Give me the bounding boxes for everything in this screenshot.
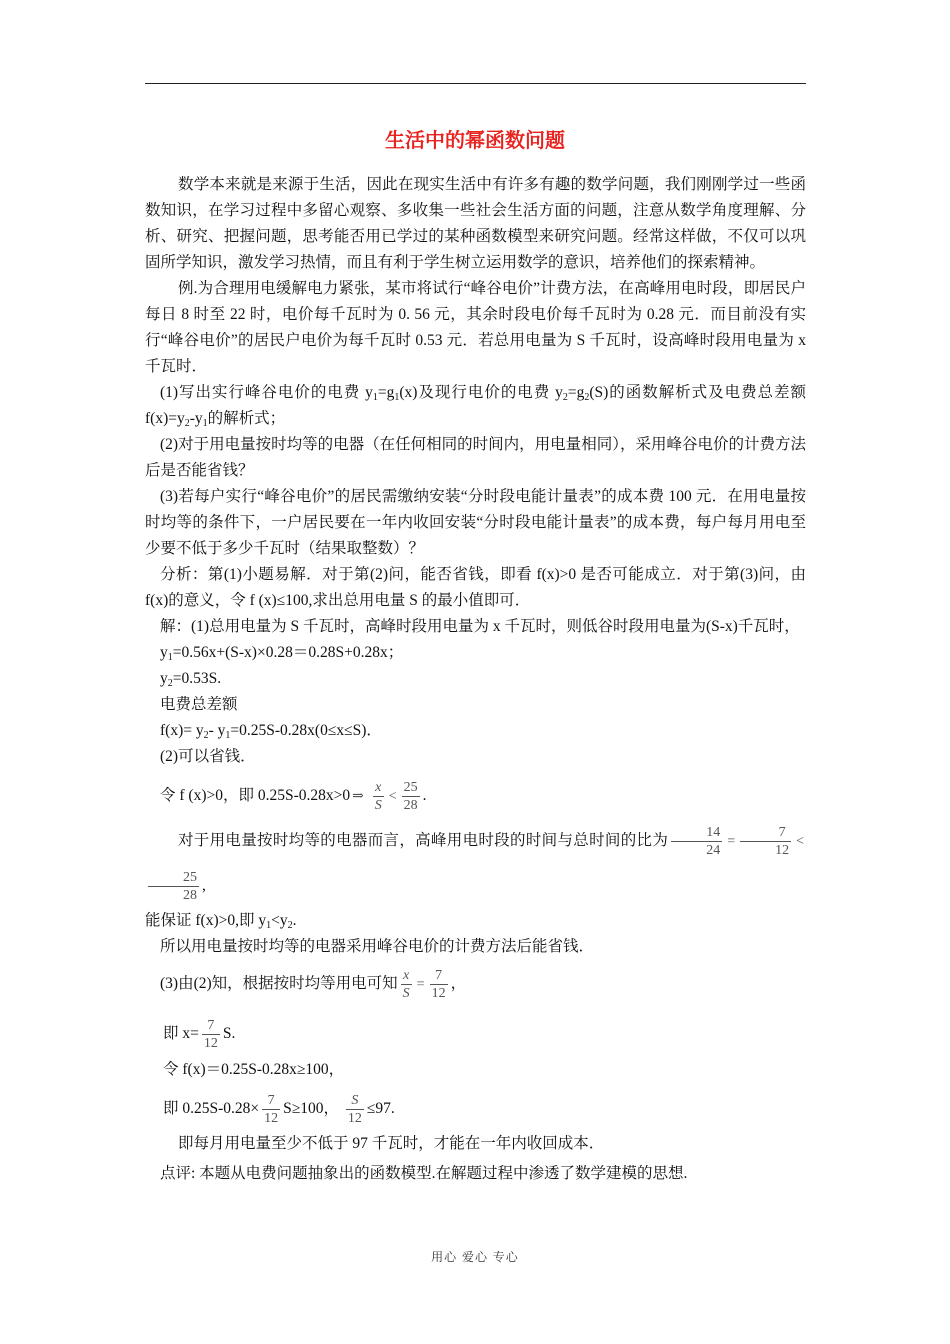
x-equals-line: 即 x= $\frac{7}{12}$ S. (163, 1017, 236, 1051)
question-1: (1)写出实行峰谷电价的电费 $y_1=g_1(x)$及现行电价的电费 $y_2=g_2(S)$的函数解析式及电费总差额 $f(x)=y_2-y_1$的解析式； (145, 384, 807, 429)
analysis-paragraph: 分析：第(1)小题易解．对于第(2)问，能否省钱，即看 f(x)>0 是否可能成立．对于第(3)问，由 f(x)的意义，令 f (x)≤100,求出总用电量 S 的最小值即可． (145, 566, 806, 609)
fraction-7-over-12: $\frac{7}{12}$ (740, 824, 791, 859)
so-line: 所以用电量按时均等的电器采用峰谷电价的计费方法后能省钱． (160, 938, 595, 955)
difference-label: 电费总差额 (160, 696, 238, 713)
header-rule (145, 83, 806, 84)
solution-part-3: (3)由(2)知，根据按时均等用电可知 $\frac{x}{S}$ = $\frac{7}{12}$ ， (160, 967, 467, 1001)
fraction-x-over-s: $\frac{x}{S}$ (374, 779, 382, 813)
fraction-25-over-28: $\frac{25}{28}$ (403, 779, 418, 813)
solution-part-2: (2)可以省钱． (160, 748, 256, 765)
equation-y2: $y_2=0.53S$. (160, 670, 222, 689)
fraction-7-over-12-b: $\frac{7}{12}$ (431, 967, 446, 1001)
question-3: (3)若每户实行“峰谷电价”的居民需缴纳安装“分时段电能计量表”的成本费 100 元．在用电量按时均等的条件下，一户居民要在一年内收回安装“分时段电能计量表”的成本费，每户每月用电至少要不低于多少千瓦时（结果取整数）？ (145, 488, 806, 557)
inequality-line-2: 令 f(x)＝0.25S-0.28x≥100， (163, 1061, 345, 1078)
fraction-25-over-28-b: $\frac{25}{28}$ (148, 869, 199, 904)
fraction-7-over-12-d: $\frac{7}{12}$ (264, 1092, 279, 1126)
document-body (145, 172, 806, 1187)
comment-line: 点评: 本题从电费问题抽象出的函数模型.在解题过程中渗透了数学建模的思想. (160, 1165, 688, 1182)
equation-fx: $f(x)= y_2-$ $y_1=0.25S-0.28x(0\le x\le S)$． (160, 722, 382, 741)
inequality-line-3: 即 0.25S-0.28× $\frac{7}{12}$ S≥100， $\frac{S}{12}$ ≤97. (163, 1092, 395, 1126)
fraction-x-over-s-b: $\frac{x}{S}$ (402, 967, 410, 1001)
ratio-line: 对于用电量按时均等的电器而言，高峰用电时段的时间与总时间的比为 $\frac{14}{24}$ = $\frac{7}{12}$ < $\frac{25}{28}$ , (145, 819, 806, 908)
fraction-s-over-12: $\frac{S}{12}$ (347, 1092, 362, 1126)
fraction-14-over-24: $\frac{14}{24}$ (671, 824, 722, 859)
inequality-line-1: 令 f (x)>0，即 0.25S-0.28x>0 ⇒ $\frac{x}{S}$ < $\frac{25}{28}$ . (160, 779, 427, 813)
guarantee-line: 能保证 f(x)>0,即 $y_1<y_2$. (145, 912, 297, 931)
equation-y1: $y_1=0.56x+(S-x)\times 0.28=0.28S+0.28x$； (160, 644, 404, 663)
page-footer: 用心 爱心 专心 (431, 1250, 519, 1264)
question-2: (2)对于用电量按时均等的电器（在任何相同的时间内，用电量相同），采用峰谷电价的计费方法后是否能省钱？ (145, 436, 806, 479)
conclusion-line: 即每月用电量至少不低于 97 千瓦时，才能在一年内收回成本． (178, 1135, 605, 1152)
example-paragraph: 例.为合理用电缓解电力紧张，某市将试行“峰谷电价”计费方法，在高峰用电时段，即居民户每日 8 时至 22 时，电价每千瓦时为 0. 56 元，其余时段电价每千瓦时为 0.28 元．而目前没有实行“峰谷电价”的居民户电价为每千瓦时 0.53 元．若总用电量为 S 千瓦时，设高峰时段用电量为 x 千瓦时． (145, 280, 806, 375)
intro-paragraph: 数学本来就是来源于生活，因此在现实生活中有许多有趣的数学问题，我们刚刚学过一些函数知识，在学习过程中多留心观察、多收集一些社会生活方面的问题，注意从数学角度理解、分析、研究、把握问题，思考能否用已学过的某种函数模型来研究问题。经常这样做，不仅可以巩固所学知识，激发学习热情，而且有利于学生树立运用数学的意识，培养他们的探索精神。 (145, 176, 806, 271)
solution-part-1: 解：(1)总用电量为 S 千瓦时，高峰时段用电量为 x 千瓦时，则低谷时段用电量为(S-x)千瓦时， (160, 618, 800, 635)
page-title: 生活中的幂函数问题 (385, 128, 565, 152)
fraction-7-over-12-c: $\frac{7}{12}$ (203, 1017, 218, 1051)
